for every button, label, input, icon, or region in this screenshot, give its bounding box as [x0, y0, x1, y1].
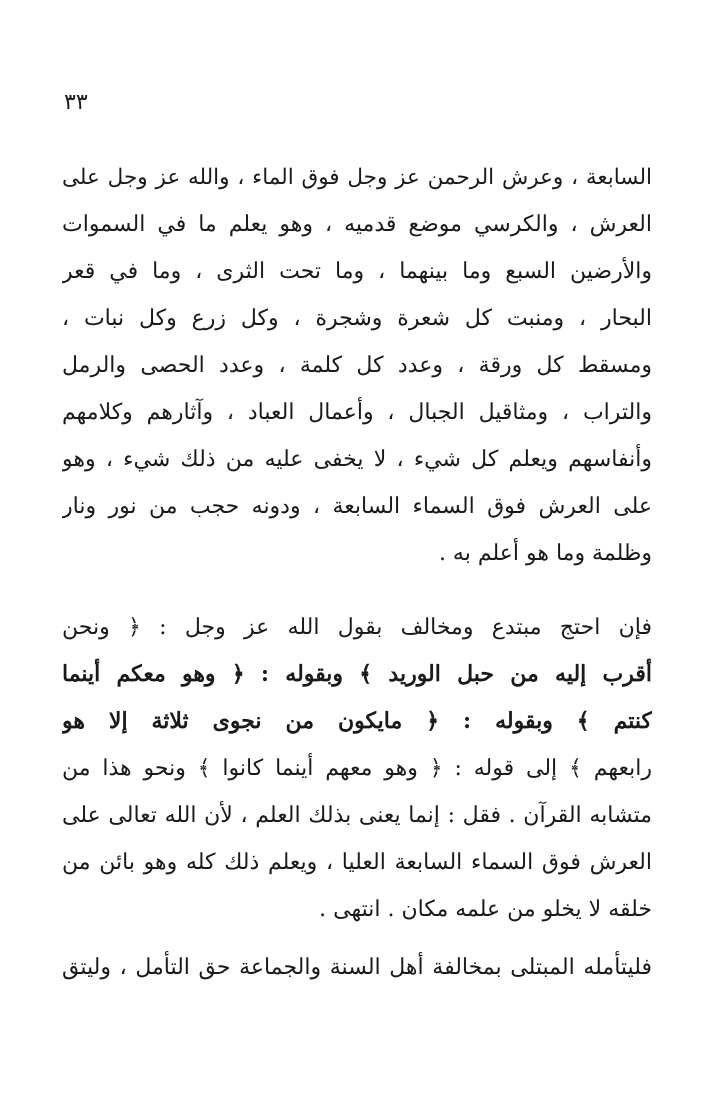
quran-verse-line: أقرب إليه من حبل الوريد ﴾ وبقوله : ﴿ وهو معكم أينما	[62, 661, 652, 687]
text-line: وظلمة وما هو أعلم به .	[438, 541, 652, 566]
paragraph-1	[62, 154, 652, 577]
text-line: متشابه القرآن . فقل : إنما يعنى بذلك العلم ، لأن الله تعالى على	[62, 803, 652, 828]
text-line: خلقه لا يخلو من علمه مكان . انتهى .	[319, 897, 652, 922]
text-line: والتراب ، ومثاقيل الجبال ، وأعمال العباد ، وآثارهم وكلامهم	[62, 400, 652, 425]
paragraph-2	[62, 604, 652, 933]
page-number: ٣٣	[64, 90, 88, 115]
text-line: وأنفاسهم ويعلم كل شيء ، لا يخفى عليه من ذلك شيء ، وهو	[62, 447, 652, 472]
text-line: العرش فوق السماء السابعة العليا ، ويعلم ذلك كله وهو بائن من	[62, 850, 652, 875]
text-line: فإن احتج مبتدع ومخالف بقول الله عز وجل : ﴿ ونحن	[62, 615, 652, 640]
text-line: رابعهم ﴾ إلى قوله : ﴿ وهو معهم أينما كانوا ﴾ ونحو هذا من	[62, 756, 652, 781]
text-line: ومسقط كل ورقة ، وعدد كل كلمة ، وعدد الحصى والرمل	[62, 353, 652, 378]
text-line: البحار ، ومنبت كل شعرة وشجرة ، وكل زرع وكل نبات ،	[62, 306, 652, 331]
paragraph-3	[62, 944, 652, 991]
text-line: السابعة ، وعرش الرحمن عز وجل فوق الماء ، والله عز وجل على	[62, 165, 652, 190]
text-line: العرش ، والكرسي موضع قدميه ، وهو يعلم ما في السموات	[62, 212, 652, 237]
text-line: فليتأمله المبتلى بمخالفة أهل السنة والجماعة حق التأمل ، وليتق	[62, 955, 652, 980]
quran-verse-line: كنتم ﴾ وبقوله : ﴿ مايكون من نجوى ثلاثة إلا هو	[62, 708, 652, 734]
text-line: على العرش فوق السماء السابعة ، ودونه حجب من نور ونار	[62, 494, 652, 519]
text-line: والأرضين السبع وما بينهما ، وما تحت الثرى ، وما في قعر	[62, 259, 652, 284]
